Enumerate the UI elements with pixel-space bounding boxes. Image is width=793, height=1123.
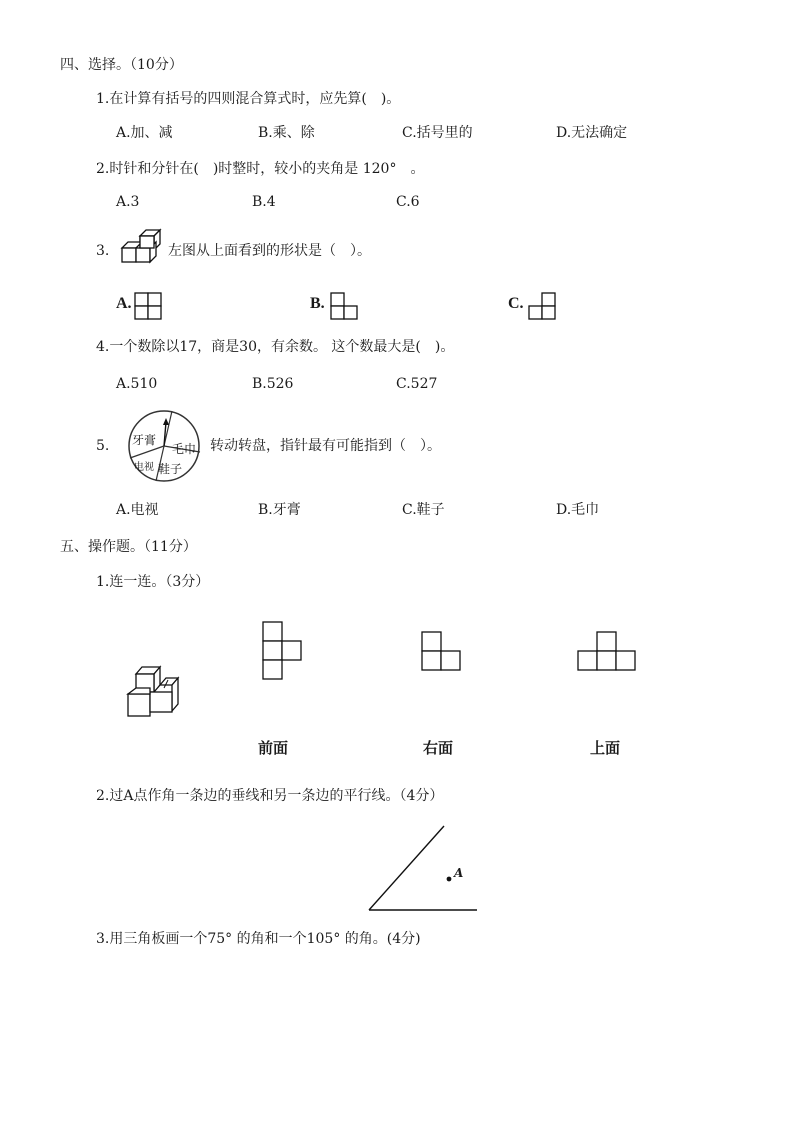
q1-option-b: B.乘、除 (258, 125, 315, 141)
q3-number: 3. (96, 243, 110, 259)
q3-option-a-grid-icon (134, 292, 164, 322)
spinner-label-towel: 毛巾 (172, 442, 197, 456)
spinner-label-toothpaste: 牙膏 (132, 433, 157, 447)
q2-option-c: C.6 (396, 194, 420, 210)
q3-option-c-label: C. (508, 295, 524, 312)
section5-title: 五、操作题。（11分） (60, 539, 197, 555)
q4-option-c: C.527 (396, 376, 438, 392)
q5-option-b: B.牙膏 (258, 502, 301, 518)
q1-option-d: D.无法确定 (556, 125, 628, 141)
q1-text: 1.在计算有括号的四则混合算式时，应先算( )。 (96, 91, 401, 107)
s5-q2-text: 2.过A点作角一条边的垂线和另一条边的平行线。（4分） (96, 788, 444, 804)
q5-option-a: A.电视 (116, 502, 159, 518)
front-view-figure (262, 621, 306, 685)
q3-option-b-label: B. (310, 295, 325, 312)
s5-q1-cube-stack-figure (126, 664, 182, 720)
angle-figure (366, 824, 482, 914)
q1-option-c: C.括号里的 (402, 125, 473, 141)
q5-number: 5. (96, 438, 110, 454)
q4-option-a: A.510 (116, 376, 158, 392)
q1-option-a: A.加、减 (116, 125, 173, 141)
section4-title: 四、选择。（10分） (60, 57, 183, 73)
label-right: 右面 (423, 741, 454, 757)
q5-text: 转动转盘，指针最有可能指到（ ）。 (210, 438, 441, 454)
q4-text: 4.一个数除以17，商是30，有余数。 这个数最大是( )。 (96, 339, 455, 355)
s5-q3-text: 3.用三角板画一个75° 的角和一个105° 的角。(4分) (96, 931, 421, 947)
top-view-figure (577, 631, 639, 673)
q5-option-d: D.毛巾 (556, 502, 600, 518)
q3-option-a-label: A. (116, 295, 132, 312)
spinner-label-shoes: 鞋子 (158, 462, 183, 476)
q3-option-b-l-shape-icon (330, 292, 362, 322)
point-a-label: A (454, 866, 464, 880)
q3-text: 左图从上面看到的形状是（ ）。 (168, 243, 371, 259)
q3-cube-figure (118, 226, 162, 268)
s5-q1-text: 1.连一连。（3分） (96, 574, 210, 590)
q5-option-c: C.鞋子 (402, 502, 445, 518)
label-top: 上面 (590, 741, 621, 757)
right-view-figure (421, 631, 465, 673)
q2-text: 2.时针和分针在( )时整时，较小的夹角是 120° 。 (96, 161, 425, 177)
q3-option-c-l-shape-icon (528, 292, 560, 322)
spinner-label-tv: 电视 (134, 462, 154, 473)
q4-option-b: B.526 (252, 376, 294, 392)
label-front: 前面 (258, 741, 289, 757)
q2-option-a: A.3 (116, 194, 140, 210)
q2-option-b: B.4 (252, 194, 276, 210)
